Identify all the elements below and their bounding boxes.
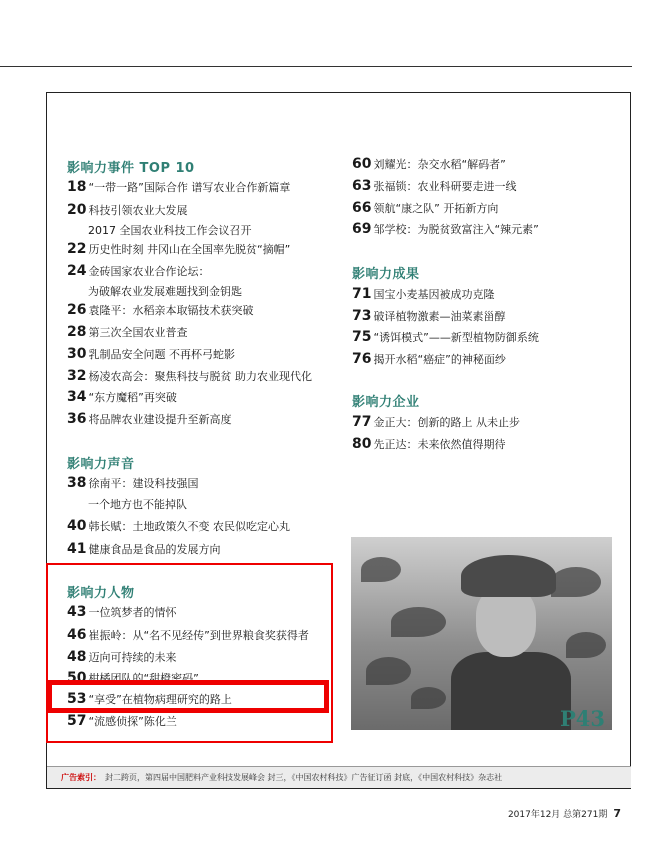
toc-entry[interactable] <box>352 157 506 172</box>
page-number: 77 <box>352 414 372 430</box>
entry-title: “一带一路”国际合作 谱写农业合作新篇章 <box>88 181 291 194</box>
page-number-footer: 7 <box>613 807 621 820</box>
toc-entry[interactable] <box>67 542 220 557</box>
entry-title: 科技引领农业大发展 <box>88 204 188 217</box>
entry-title: “诱饵模式”——新型植物防御系统 <box>373 331 539 344</box>
page-number: 57 <box>67 713 87 729</box>
entry-subtitle: 2017 全国农业科技工作会议召开 <box>88 224 252 237</box>
entry-title: 邹学校：为脱贫致富注入“辣元素” <box>373 223 539 236</box>
toc-entry[interactable] <box>352 287 494 302</box>
entry-title: 柑橘团队的“甜橙密码” <box>88 672 199 685</box>
toc-entry[interactable] <box>352 415 520 430</box>
page-number: 32 <box>67 368 87 384</box>
portrait-photo <box>351 537 612 730</box>
entry-title: 将品牌农业建设提升至新高度 <box>88 413 232 426</box>
toc-entry[interactable] <box>67 203 187 218</box>
toc-entry[interactable] <box>67 476 198 491</box>
top-rule <box>0 66 632 67</box>
entry-title: 金正大：创新的路上 从未止步 <box>373 416 520 429</box>
page-number: 71 <box>352 286 372 302</box>
entry-title: 张福锁：农业科研要走进一线 <box>373 180 517 193</box>
section-title-voices: 影响力声音 <box>67 457 135 472</box>
page-number: 22 <box>67 241 87 257</box>
entry-title: 先正达：未来依然值得期待 <box>373 438 506 451</box>
section-title-companies: 影响力企业 <box>352 395 420 410</box>
entry-title: 韩长赋：土地政策久不变 农民似吃定心丸 <box>88 520 290 533</box>
page-number: 63 <box>352 178 372 194</box>
entry-title: 刘耀光：杂交水稻“解码者” <box>373 158 506 171</box>
entry-title: “流感侦探”陈化兰 <box>88 715 177 728</box>
toc-entry[interactable] <box>67 325 187 340</box>
page-number: 38 <box>67 475 87 491</box>
toc-entry[interactable] <box>352 330 539 345</box>
entry-title: 迈向可持续的未来 <box>88 651 177 664</box>
page-number: 18 <box>67 179 87 195</box>
entry-title: “享受”在植物病理研究的路上 <box>88 693 232 706</box>
toc-entry[interactable] <box>352 309 505 324</box>
toc-entry[interactable] <box>67 264 209 279</box>
page-number: 26 <box>67 302 87 318</box>
toc-entry[interactable] <box>352 222 539 237</box>
entry-title: 金砖国家农业合作论坛： <box>88 265 210 278</box>
section-title-events: 影响力事件 TOP 10 <box>67 161 195 176</box>
toc-entry[interactable] <box>352 437 505 452</box>
page-number: 48 <box>67 649 87 665</box>
page-number: 69 <box>352 221 372 237</box>
page-number: 46 <box>67 627 87 643</box>
page-number: 36 <box>67 411 87 427</box>
page-number: 20 <box>67 202 87 218</box>
entry-title: 领航“康之队” 开拓新方向 <box>373 202 499 215</box>
toc-entry[interactable] <box>352 179 516 194</box>
page-number: 28 <box>67 324 87 340</box>
page-number: 24 <box>67 263 87 279</box>
page-number: 80 <box>352 436 372 452</box>
toc-entry[interactable] <box>67 519 290 534</box>
toc-entry[interactable] <box>67 242 290 257</box>
section-title-people: 影响力人物 <box>67 586 135 601</box>
page-number: 30 <box>67 346 87 362</box>
entry-title: 徐南平：建设科技强国 <box>88 477 199 490</box>
toc-entry[interactable] <box>352 201 498 216</box>
page-number: 60 <box>352 156 372 172</box>
ad-index-label: 广告索引： <box>61 773 101 782</box>
entry-title: 崔振岭：从“名不见经传”到世界粮食奖获得者 <box>88 629 309 642</box>
entry-title: 一位筑梦者的情怀 <box>88 606 177 619</box>
entry-highlight-box <box>47 680 329 713</box>
toc-entry[interactable] <box>67 390 177 405</box>
entry-title: 第三次全国农业普查 <box>88 326 188 339</box>
ad-index-bar <box>47 766 631 788</box>
page-number: 50 <box>67 670 87 686</box>
page-number: 76 <box>352 351 372 367</box>
issue-info: 2017年12月 总第271期 <box>507 810 608 820</box>
toc-entry[interactable] <box>352 352 506 367</box>
entry-title: 国宝小麦基因被成功克隆 <box>373 288 495 301</box>
toc-entry[interactable] <box>67 347 235 362</box>
entry-subtitle: 为破解农业发展难题找到金钥匙 <box>88 285 242 298</box>
toc-entry[interactable] <box>67 412 231 427</box>
page-number: 66 <box>352 200 372 216</box>
section-title-results: 影响力成果 <box>352 267 420 282</box>
page-number: 43 <box>67 604 87 620</box>
page-number: 40 <box>67 518 87 534</box>
page-number: 75 <box>352 329 372 345</box>
ad-index-text: 封二跨页，第四届中国肥料产业科技发展峰会 封三，《中国农村科技》广告征订函 封底，《中国农村科技》杂志社 <box>105 773 503 782</box>
page-number: 34 <box>67 389 87 405</box>
section-highlight-box <box>46 563 333 743</box>
entry-title: 乳制品安全问题 不再杯弓蛇影 <box>88 348 235 361</box>
toc-entry[interactable] <box>67 180 290 195</box>
photo-page-caption: P43 <box>560 706 606 731</box>
toc-entry[interactable] <box>67 303 253 318</box>
entry-title: 杨凌农高会：聚焦科技与脱贫 助力农业现代化 <box>88 370 312 383</box>
entry-title: 袁隆平：水稻亲本取镉技术获突破 <box>88 304 254 317</box>
entry-title: 破译植物激素—油菜素甾醇 <box>373 310 506 323</box>
page-number: 53 <box>67 691 87 707</box>
page-number: 73 <box>352 308 372 324</box>
entry-title: 揭开水稻“癌症”的神秘面纱 <box>373 353 506 366</box>
entry-title: 历史性时刻 井冈山在全国率先脱贫“摘帽” <box>88 243 291 256</box>
entry-subtitle: 一个地方也不能掉队 <box>88 498 187 511</box>
toc-entry[interactable] <box>67 369 312 384</box>
page-number: 41 <box>67 541 87 557</box>
entry-title: “东方魔稻”再突破 <box>88 391 177 404</box>
page-footer <box>508 807 621 820</box>
entry-title: 健康食品是食品的发展方向 <box>88 543 221 556</box>
